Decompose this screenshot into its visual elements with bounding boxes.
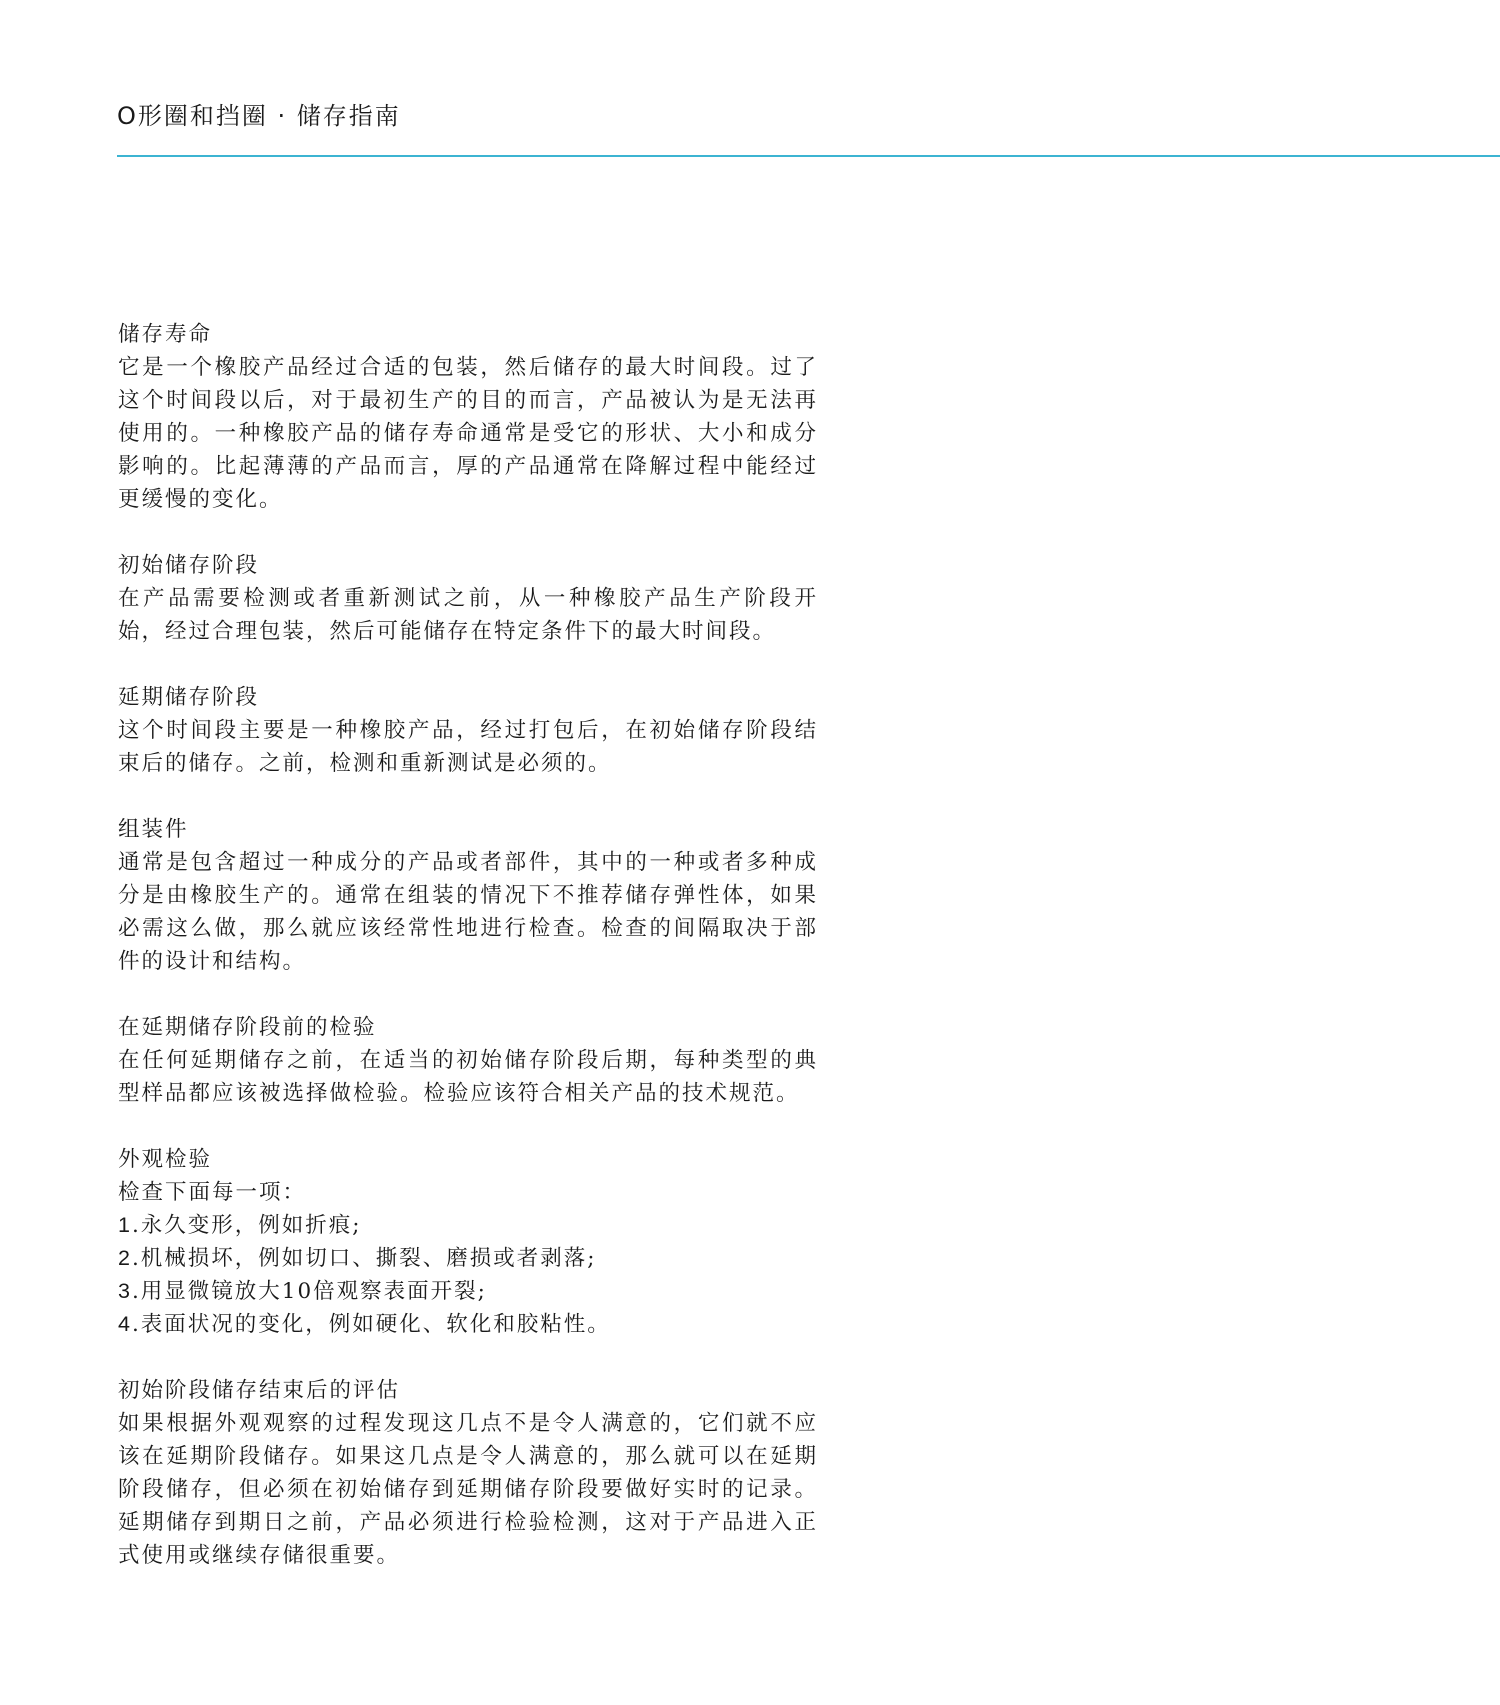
section-heading: 初始阶段储存结束后的评估 bbox=[118, 1378, 401, 1403]
section-body: 检查下面每一项： bbox=[118, 1180, 307, 1205]
list-item-text: .永久变形，例如折痕; bbox=[131, 1213, 362, 1238]
list-item-text: .用显微镜放大10倍观察表面开裂; bbox=[131, 1279, 487, 1304]
section-heading: 延期储存阶段 bbox=[118, 685, 260, 710]
page-title: O形圈和挡圈 · 储存指南 bbox=[117, 102, 401, 130]
list-item-text: .机械损坏，例如切口、撕裂、磨损或者剥落; bbox=[131, 1246, 597, 1271]
section-body: 它是一个橡胶产品经过合适的包装，然后储存的最大时间段。过了这个时间段以后，对于最初生产的目的而言，产品被认为是无法再使用的。一种橡胶产品的储存寿命通常是受它的形状、大小和成分影响的。比起薄薄的产品而言，厚的产品通常在降解过程中能经过更缓慢的变化。 bbox=[118, 355, 818, 512]
list-item bbox=[118, 1308, 818, 1341]
list-item-number: 2 bbox=[118, 1246, 132, 1270]
list-item-number: 3 bbox=[118, 1279, 132, 1303]
section-extended-storage bbox=[118, 681, 818, 780]
section-body: 通常是包含超过一种成分的产品或者部件，其中的一种或者多种成分是由橡胶生产的。通常在组装的情况下不推荐储存弹性体，如果必需这么做，那么就应该经常性地进行检查。检查的间隔取决于部件的设计和结构。 bbox=[118, 850, 818, 974]
list-item-number: 1 bbox=[118, 1213, 132, 1237]
section-visual-inspection bbox=[118, 1143, 818, 1341]
list-item bbox=[118, 1209, 818, 1242]
section-heading: 初始储存阶段 bbox=[118, 553, 260, 578]
section-heading: 在延期储存阶段前的检验 bbox=[118, 1015, 377, 1040]
section-body: 如果根据外观观察的过程发现这几点不是令人满意的，它们就不应该在延期阶段储存。如果这几点是令人满意的，那么就可以在延期阶段储存，但必须在初始储存到延期储存阶段要做好实时的记录。延期储存到期日之前，产品必须进行检验检测，这对于产品进入正式使用或继续存储很重要。 bbox=[118, 1411, 818, 1568]
section-heading: 储存寿命 bbox=[118, 322, 213, 347]
list-item-text: .表面状况的变化，例如硬化、软化和胶粘性。 bbox=[131, 1312, 611, 1337]
list-item bbox=[118, 1242, 818, 1275]
document-body bbox=[118, 318, 818, 1605]
section-post-initial-evaluation bbox=[118, 1374, 818, 1572]
list-item-number: 4 bbox=[118, 1312, 132, 1336]
section-body: 在产品需要检测或者重新测试之前，从一种橡胶产品生产阶段开始，经过合理包装，然后可能储存在特定条件下的最大时间段。 bbox=[118, 586, 818, 644]
list-item bbox=[118, 1275, 818, 1308]
title-divider bbox=[117, 155, 1500, 157]
section-pre-extension-inspection bbox=[118, 1011, 818, 1110]
section-initial-storage bbox=[118, 549, 818, 648]
inspection-list bbox=[118, 1209, 818, 1341]
section-assemblies bbox=[118, 813, 818, 978]
section-heading: 外观检验 bbox=[118, 1147, 213, 1172]
section-storage-life bbox=[118, 318, 818, 516]
section-heading: 组装件 bbox=[118, 817, 189, 842]
section-body: 这个时间段主要是一种橡胶产品，经过打包后，在初始储存阶段结束后的储存。之前，检测和重新测试是必须的。 bbox=[118, 718, 818, 776]
section-body: 在任何延期储存之前，在适当的初始储存阶段后期，每种类型的典型样品都应该被选择做检验。检验应该符合相关产品的技术规范。 bbox=[118, 1048, 818, 1106]
